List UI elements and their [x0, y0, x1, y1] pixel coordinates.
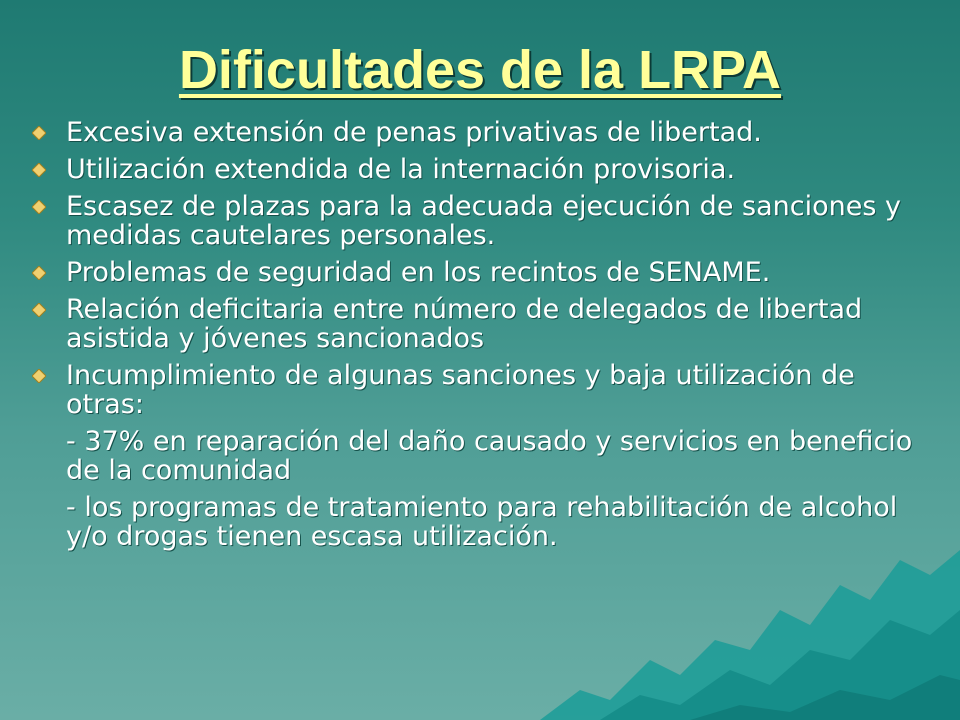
slide-title: Dificultades de la LRPA — [178, 40, 782, 100]
list-item-text: Problemas de seguridad en los recintos de SENAME. — [66, 257, 771, 288]
diamond-bullet-icon — [32, 266, 46, 280]
sub-item-text: - 37% en reparación del daño causado y servicios en beneficio de la comunidad — [66, 426, 913, 486]
list-item-text: Utilización extendida de la internación provisoria. — [66, 154, 736, 185]
diamond-bullet-icon — [32, 369, 46, 383]
list-item — [30, 295, 940, 353]
list-item — [30, 155, 940, 184]
list-item-text: Escasez de plazas para la adecuada ejecución de sanciones y medidas cautelares personales. — [66, 191, 901, 251]
list-item — [30, 192, 940, 250]
mountains-decoration — [540, 540, 960, 720]
diamond-bullet-icon — [32, 126, 46, 140]
bullet-list — [30, 118, 940, 559]
diamond-bullet-icon — [32, 163, 46, 177]
sub-item — [30, 493, 940, 551]
diamond-bullet-icon — [32, 200, 46, 214]
sub-item-text: - los programas de tratamiento para rehabilitación de alcohol y/o drogas tienen escasa utilización. — [66, 492, 898, 552]
list-item — [30, 361, 940, 419]
list-item — [30, 258, 940, 287]
list-item-text: Incumplimiento de algunas sanciones y baja utilización de otras: — [66, 360, 855, 420]
list-item-text: Relación deficitaria entre número de delegados de libertad asistida y jóvenes sancionados — [66, 294, 863, 354]
diamond-bullet-icon — [32, 303, 46, 317]
sub-item — [30, 427, 940, 485]
list-item — [30, 118, 940, 147]
list-item-text: Excesiva extensión de penas privativas de libertad. — [66, 117, 762, 148]
